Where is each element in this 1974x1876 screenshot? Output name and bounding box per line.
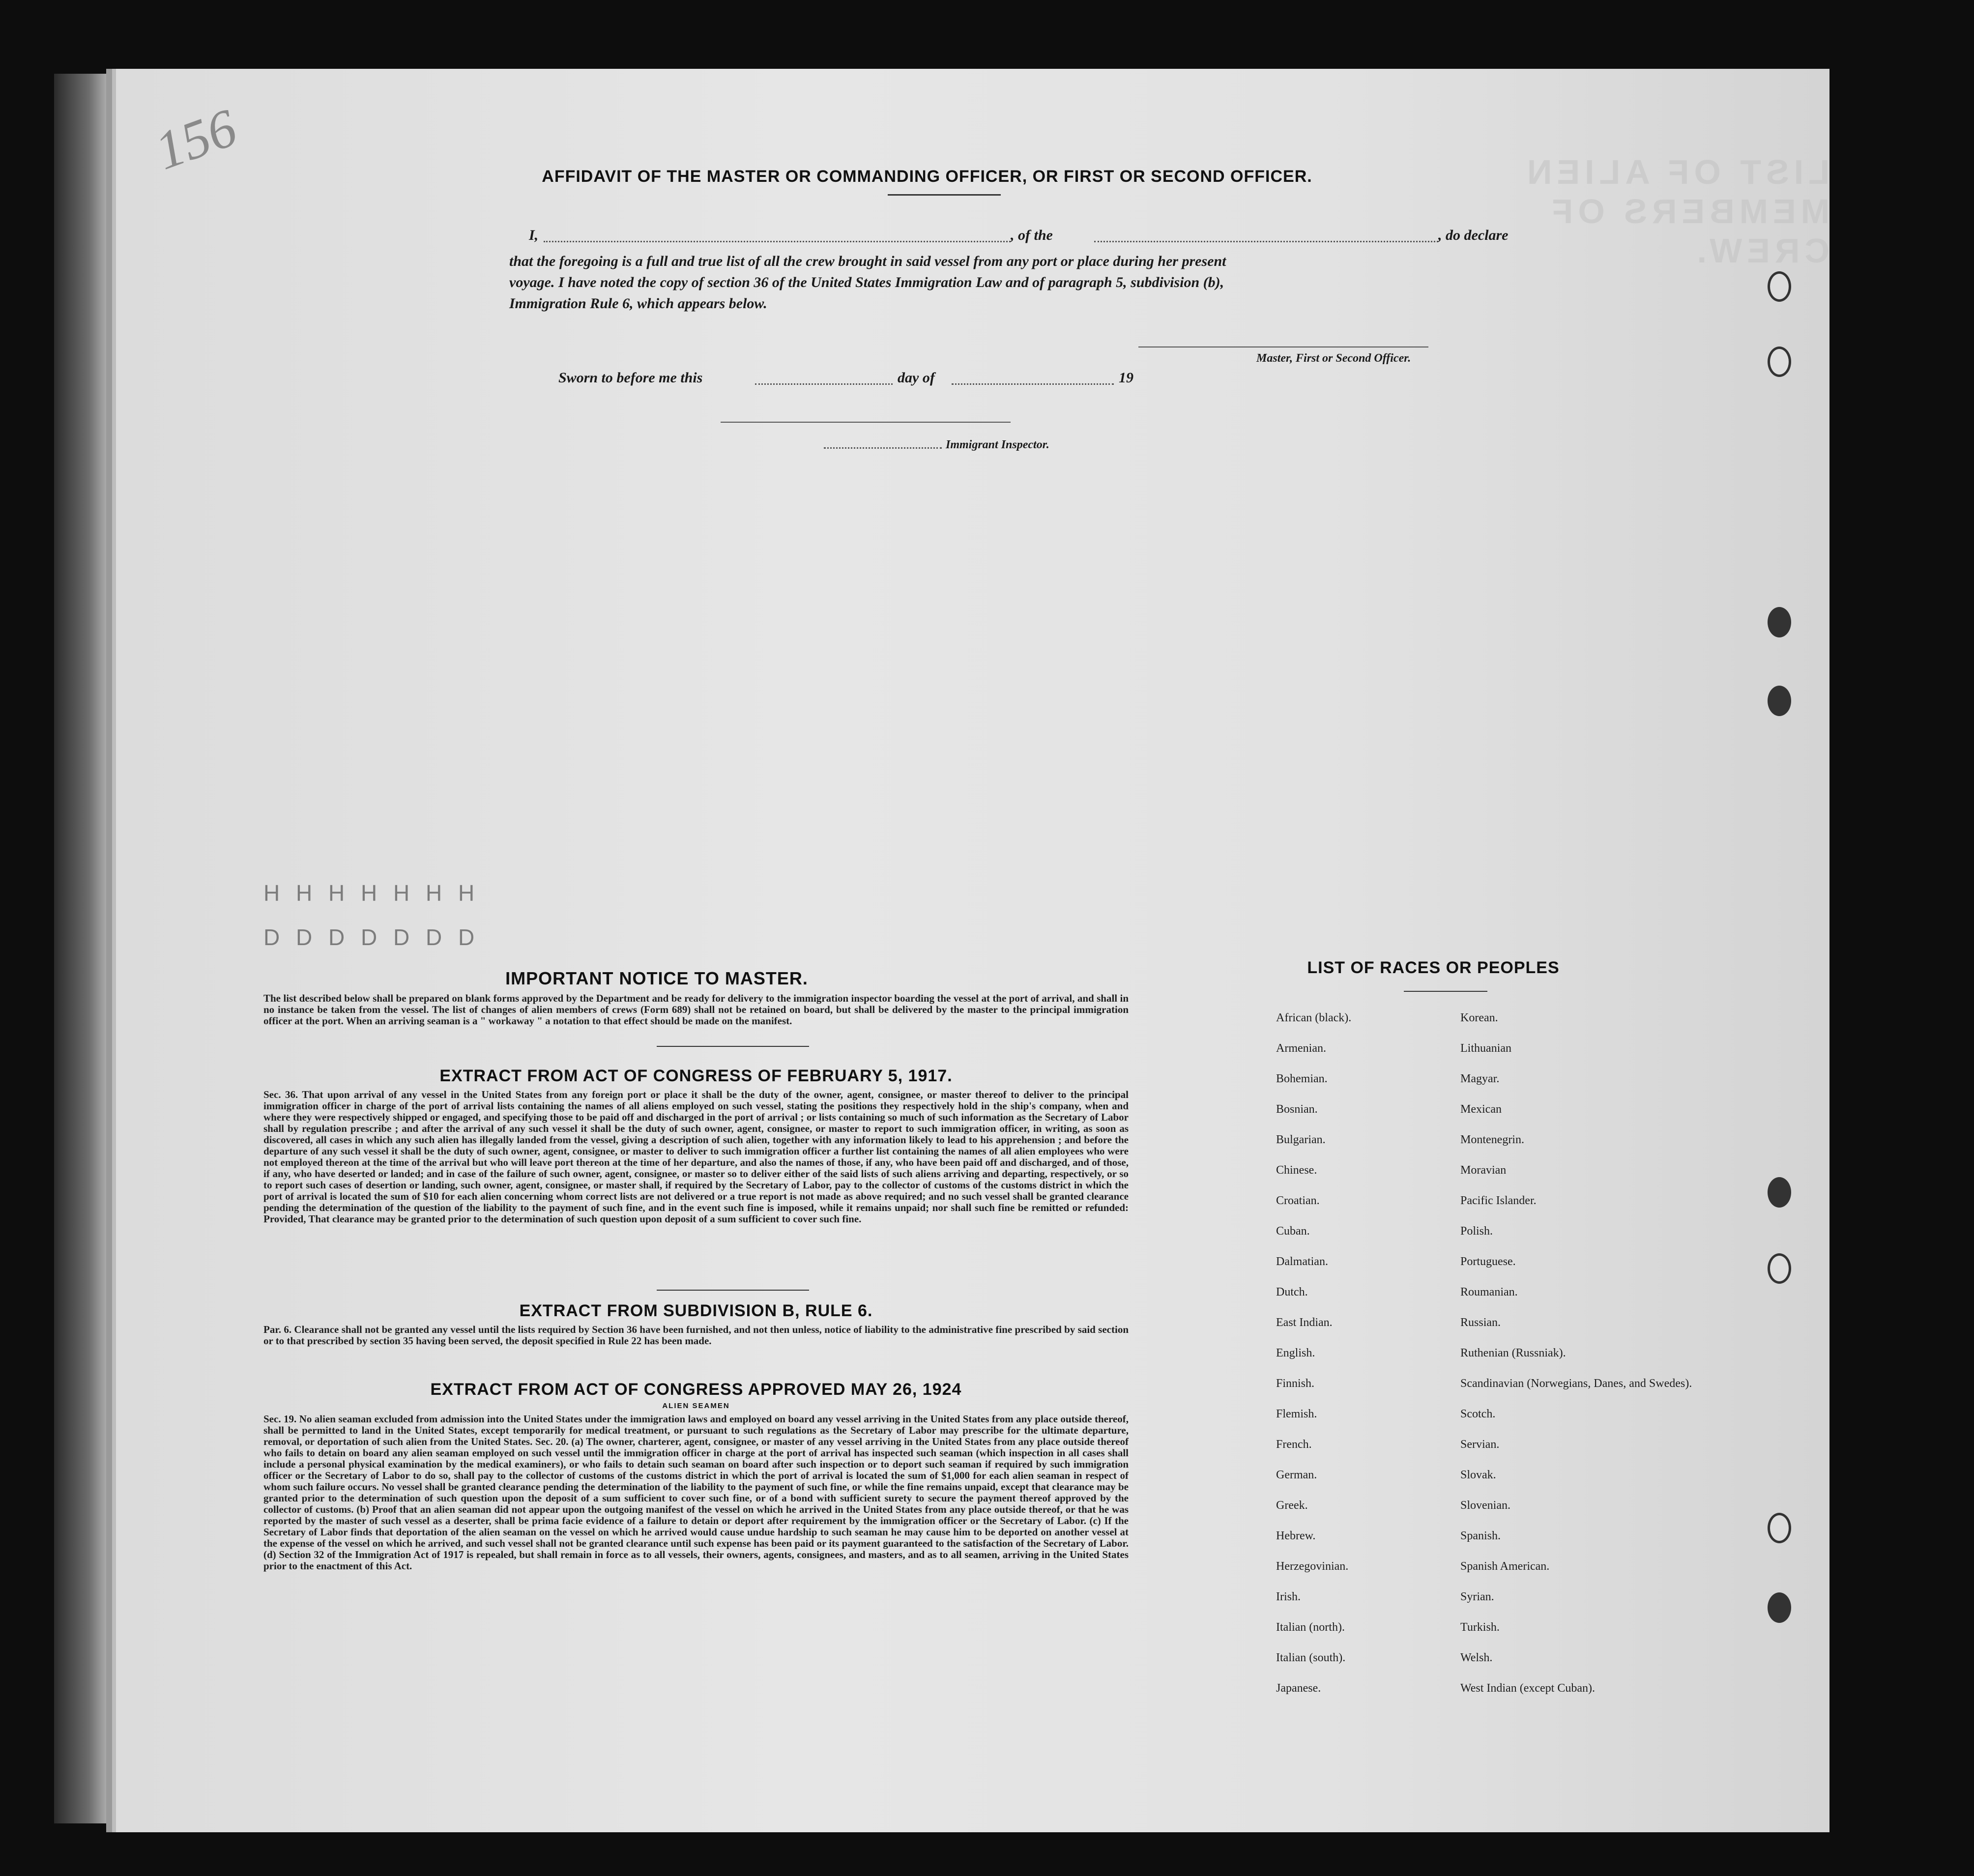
- race-right-item: Ruthenian (Russniak).: [1460, 1347, 1566, 1359]
- extract-1917-title: EXTRACT FROM ACT OF CONGRESS OF FEBRUARY 5, 1917.: [439, 1067, 953, 1085]
- inspector-dotline: [824, 447, 942, 449]
- inspector-caption: Immigrant Inspector.: [946, 438, 1049, 451]
- sworn-year-label: 19: [1119, 370, 1133, 386]
- sworn-month-blank: [952, 383, 1114, 385]
- binder-hole: [1768, 1177, 1791, 1208]
- affidavit-statement-3: Immigration Rule 6, which appears below.: [509, 295, 767, 312]
- race-left-item: Chinese.: [1276, 1164, 1317, 1177]
- race-left-item: Japanese.: [1276, 1682, 1321, 1695]
- race-left-item: English.: [1276, 1347, 1315, 1359]
- race-left-item: Hebrew.: [1276, 1530, 1316, 1542]
- race-right-item: Moravian: [1460, 1164, 1507, 1177]
- inspector-line: [721, 422, 1011, 423]
- notice-text: The list described below shall be prepared on blank forms approved by the Department and be ready for delivery to the immigration inspector boarding the vessel at the port of arrival, and shall in no instance be taken from the vessel. The list of changes of alien members of crews (Form 689) shall not be retained on board, but shall be delivered by the master to the principal immigration officer at the port. When an arriving seaman is a " workaway " a notation to that effect should be made on the manifest.: [263, 992, 1129, 1027]
- race-right-item: Russian.: [1460, 1316, 1501, 1329]
- race-right-item: Lithuanian: [1460, 1042, 1511, 1055]
- affidavit-title: AFFIDAVIT OF THE MASTER OR COMMANDING OFFICER, OR FIRST OR SECOND OFFICER.: [542, 167, 1312, 186]
- sworn-label: Sworn to before me this: [558, 370, 703, 386]
- notice-rule: [657, 1046, 809, 1047]
- race-right-item: Servian.: [1460, 1438, 1500, 1451]
- affidavit-statement-2: voyage. I have noted the copy of section 36 of the United States Immigration Law and of paragraph 5, subdivision (b),: [509, 274, 1224, 290]
- label-of-the: , of the: [1011, 227, 1053, 243]
- race-left-item: Italian (south).: [1276, 1651, 1346, 1664]
- notice-title: IMPORTANT NOTICE TO MASTER.: [505, 968, 808, 988]
- extract-1917-rule: [657, 1290, 809, 1291]
- margin-note: 156: [147, 97, 244, 181]
- extract-rule6-text: Par. 6. Clearance shall not be granted any vessel until the lists required by Section 36 have been furnished, and not then unless, notice of liability to the administrative fine prescribed by said section or to that prescribed by section 35 having been served, the deposit specified in Rule 22 has been made.: [263, 1324, 1129, 1347]
- races-right-column: [1460, 1003, 1692, 1703]
- race-left-item: Greek.: [1276, 1499, 1308, 1512]
- binder-hole: [1768, 607, 1791, 637]
- race-left-item: Italian (north).: [1276, 1621, 1345, 1634]
- race-left-item: Bohemian.: [1276, 1072, 1328, 1085]
- binder-hole: [1768, 1513, 1791, 1543]
- binder-hole: [1768, 271, 1791, 302]
- race-left-item: Dutch.: [1276, 1286, 1308, 1299]
- title-rule: [888, 194, 1001, 196]
- race-right-item: Portuguese.: [1460, 1255, 1516, 1268]
- binder-hole: [1768, 686, 1791, 716]
- sworn-day-blank: [755, 383, 893, 385]
- label-i: I,: [529, 227, 539, 243]
- binder-hole: [1768, 346, 1791, 377]
- document-page: [112, 69, 1829, 1832]
- race-right-item: Scandinavian (Norwegians, Danes, and Swedes).: [1460, 1377, 1692, 1390]
- extract-1924-text: Sec. 19. No alien seaman excluded from admission into the United States under the immigration laws and employed on board any vessel arriving in the United States from any place outside thereof, shall be permitted to land in the United States, except temporarily for medical treatment, or pursuant to such regulations as the Secretary of Labor may prescribe for the ultimate departure, removal, or deportation of such alien from the United States. Sec. 20. (a) The owner, charterer, agent, consignee, or master of any vessel arriving in the United States from any place outside thereof who fails to detain on board any alien seaman employed on such vessel until the immigration officer in charge at the port of arrival has inspected such seaman (which inspection in all cases shall include a personal physical examination by the medical examiners), or who fails to detain such seaman on board after such inspection or to deport such seaman if required by such immigration officer or the Secretary of Labor to do so, shall pay to the collector of customs of the customs district in which the port of arrival is located the sum of $1,000 for each alien seaman in respect of whom such failure occurs. No vessel shall be granted clearance pending the determination of the liability to the payment of such fine, or while the fine remains unpaid, except that clearance may be granted prior to the determination of such question upon the deposit of a sum sufficient to cover such fine, or of a bond with sufficient surety to secure the payment thereof approved by the collector of customs. (b) Proof that an alien seaman did not appear upon the outgoing manifest of the vessel on which he arrived in the United States from any place outside thereof, or that he was reported by the master of such vessel as a deserter, shall be prima facie evidence of a failure to detain or deport after requirement by the immigration officer or the Secretary of Labor. (c) If the Secretary of Labor finds that deportation of the alien seaman on the vessel on which he arrived would cause undue hardship to such seaman he may cause him to be deported on another vessel at the expense of the vessel on which he arrived, and such vessel shall not be granted clearance until such expense has been paid or its payment guaranteed to the satisfaction of the Secretary of Labor. (d) Section 32 of the Immigration Act of 1917 is repealed, but shall remain in force as to all vessels, their owners, agents, consignees, and masters, and as to all seamen, arriving in the United States prior to the enactment of this Act.: [263, 1413, 1129, 1572]
- extract-rule6-title: EXTRACT FROM SUBDIVISION B, RULE 6.: [519, 1301, 873, 1320]
- race-right-item: Pacific Islander.: [1460, 1194, 1537, 1207]
- race-left-item: Armenian.: [1276, 1042, 1326, 1055]
- bleed-stamp-row-2: D D D D D D D: [263, 924, 480, 950]
- extract-1924-title: EXTRACT FROM ACT OF CONGRESS APPROVED MAY 26, 1924: [430, 1380, 962, 1399]
- race-left-item: French.: [1276, 1438, 1312, 1451]
- race-left-item: Herzegovinian.: [1276, 1560, 1349, 1573]
- race-left-item: German.: [1276, 1469, 1317, 1481]
- sworn-day-label: day of: [898, 370, 935, 386]
- bleed-through: LIST OF ALIEN MEMBERS OF CREW.: [1522, 153, 1829, 270]
- race-left-item: Bosnian.: [1276, 1103, 1318, 1116]
- race-right-item: Slovak.: [1460, 1469, 1496, 1481]
- race-left-item: Flemish.: [1276, 1408, 1317, 1420]
- signature-caption: Master, First or Second Officer.: [1256, 352, 1411, 365]
- race-right-item: Slovenian.: [1460, 1499, 1510, 1512]
- race-left-item: Irish.: [1276, 1590, 1301, 1603]
- race-left-item: Dalmatian.: [1276, 1255, 1328, 1268]
- race-left-item: Croatian.: [1276, 1194, 1320, 1207]
- races-rule: [1404, 991, 1487, 992]
- race-right-item: Syrian.: [1460, 1590, 1494, 1603]
- bleed-stamp-row-1: H H H H H H H: [263, 880, 480, 906]
- race-left-item: African (black).: [1276, 1011, 1352, 1024]
- race-right-item: Roumanian.: [1460, 1286, 1518, 1299]
- binder-hole: [1768, 1592, 1791, 1623]
- label-do-declare: , do declare: [1438, 227, 1509, 243]
- race-left-item: Bulgarian.: [1276, 1133, 1326, 1146]
- race-right-item: Mexican: [1460, 1103, 1502, 1116]
- race-right-item: Korean.: [1460, 1011, 1498, 1024]
- races-title: LIST OF RACES OR PEOPLES: [1307, 958, 1560, 977]
- binder-hole: [1768, 1253, 1791, 1284]
- race-right-item: Magyar.: [1460, 1072, 1500, 1085]
- race-right-item: Montenegrin.: [1460, 1133, 1524, 1146]
- race-left-item: Cuban.: [1276, 1225, 1310, 1238]
- vessel-blank: [1094, 241, 1438, 242]
- affidavit-statement-1: that the foregoing is a full and true list of all the crew brought in said vessel from any port or place during her present: [509, 253, 1226, 269]
- signature-line: [1138, 346, 1428, 347]
- name-blank: [544, 241, 1011, 242]
- race-right-item: Turkish.: [1460, 1621, 1500, 1634]
- race-right-item: Polish.: [1460, 1225, 1493, 1238]
- race-right-item: West Indian (except Cuban).: [1460, 1682, 1595, 1695]
- race-right-item: Welsh.: [1460, 1651, 1493, 1664]
- race-left-item: East Indian.: [1276, 1316, 1333, 1329]
- race-left-item: Finnish.: [1276, 1377, 1315, 1390]
- scanner-edge: [54, 74, 112, 1823]
- extract-1924-subtitle: ALIEN SEAMEN: [662, 1402, 730, 1410]
- race-right-item: Scotch.: [1460, 1408, 1496, 1420]
- races-left-column: [1276, 1003, 1463, 1703]
- extract-1917-text: Sec. 36. That upon arrival of any vessel in the United States from any foreign port or place it shall be the duty of the owner, agent, consignee, or master thereof to deliver to the principal immigration officer in charge of the port of arrival lists containing the names of all aliens employed on such vessel, stating the positions they respectively hold in the ship's company, when and where they were respectively shipped or engaged, and specifying those to be paid off and discharged in the port of arrival ; or lists containing so much of such information as the Secretary of Labor shall by regulation prescribe ; and after the arrival of any such vessel it shall be the duty of such owner, agent, consignee, or master to report to such immigration officer, in writing, as soon as discovered, all cases in which any such alien has illegally landed from the vessel, giving a description of such alien, together with any information likely to lead to his apprehension ; and before the departure of any such vessel it shall be the duty of such owner, agent, consignee, or master to deliver to such immigration officer a further list containing the names of all alien employees who were not employed thereon at the time of the arrival but who will leave port thereon at the time of her departure, and also the names of those, if any, who have been paid off and discharged, and of those, if any, who have deserted or landed; and in case of the failure of such owner, agent, consignee, or master so to deliver either of the said lists of such aliens arriving and departing, respectively, or so to report such cases of desertion or landing, such owner, agent, consignee, or master shall, if required by the Secretary of Labor, pay to the collector of customs of the customs district in which the port of arrival is located the sum of $10 for each alien concerning whom correct lists are not delivered or a true report is not made as above required; and no such vessel shall be granted clearance pending the determination of the question of the liability to the payment of such fine, and in the event such fine is imposed, while it remains unpaid; nor shall such fine be remitted or refunded: Provided, That clearance may be granted prior to the determination of such question upon deposit of a sum sufficient to cover such fine.: [263, 1089, 1129, 1225]
- race-right-item: Spanish.: [1460, 1530, 1501, 1542]
- race-right-item: Spanish American.: [1460, 1560, 1550, 1573]
